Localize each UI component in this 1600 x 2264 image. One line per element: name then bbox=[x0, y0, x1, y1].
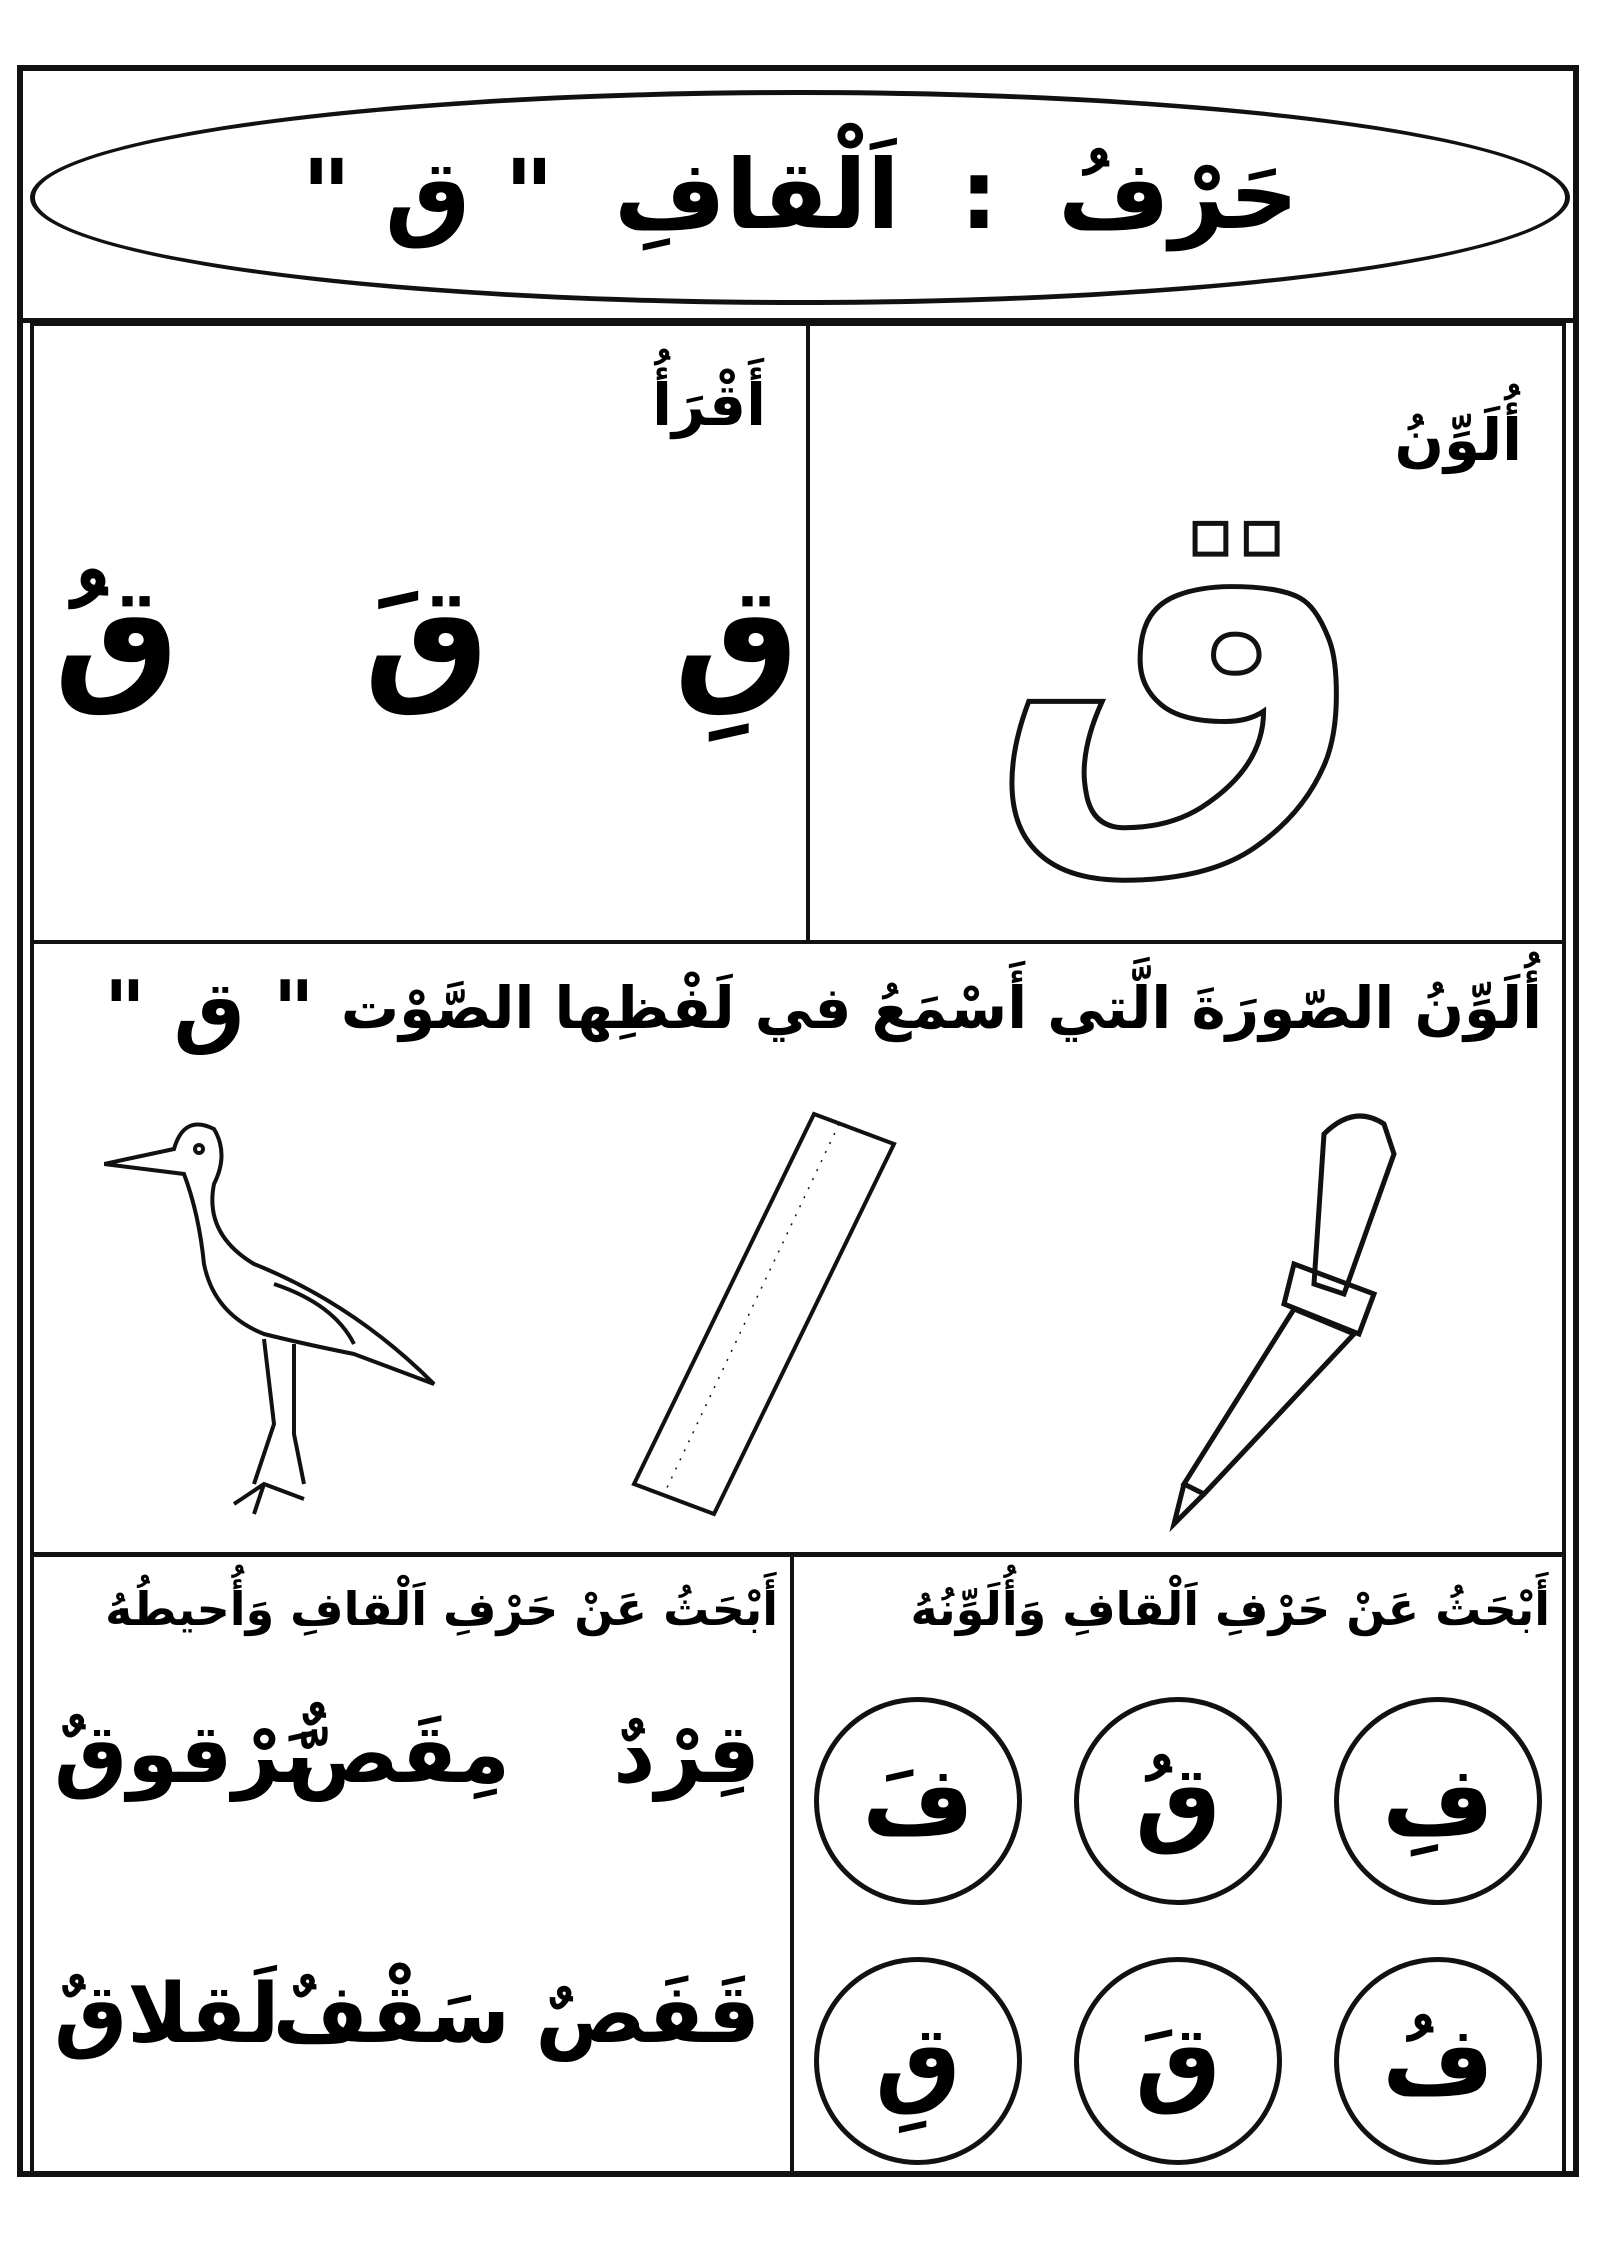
letter-damma: قُ bbox=[54, 556, 180, 719]
word-item[interactable]: قَفَصٌ bbox=[535, 1967, 760, 2062]
circle-section bbox=[790, 1553, 1566, 2177]
letter-circle[interactable]: قَ bbox=[1074, 1957, 1282, 2165]
letter-circle[interactable]: فُ bbox=[1334, 1957, 1542, 2165]
read-section bbox=[30, 322, 810, 944]
title-word: حَرْفُ bbox=[1058, 139, 1299, 251]
letter-fatha: قَ bbox=[364, 556, 490, 719]
title-letter-name: اَلْقافِ bbox=[614, 139, 900, 251]
words-section bbox=[30, 1553, 794, 2177]
stork-picture[interactable] bbox=[104, 1104, 484, 1544]
color-section bbox=[806, 322, 1566, 944]
color-label: أُلَوِّنُ bbox=[1394, 406, 1522, 474]
picture-instruction: أُلَوِّنُ الصّورَةَ الَّتي أَسْمَعُ في لَفْظِها الصَّوْت bbox=[340, 974, 1542, 1042]
pen-picture[interactable] bbox=[1144, 1094, 1464, 1534]
word-item[interactable]: لَقلاقٌ bbox=[54, 1967, 280, 2062]
word-item[interactable]: سَقْفٌ bbox=[272, 1967, 510, 2062]
letter-circle[interactable]: فِ bbox=[1334, 1697, 1542, 1905]
page-title bbox=[0, 120, 1600, 270]
word-item[interactable]: مِقَصٌّ bbox=[288, 1707, 510, 1802]
title-letter: " ق " bbox=[301, 139, 555, 251]
outline-letter-qaf[interactable]: ق bbox=[990, 401, 1366, 890]
picture-section bbox=[30, 940, 1566, 1556]
letter-kasra: قِ bbox=[674, 556, 800, 719]
letter-circle[interactable]: قُ bbox=[1074, 1697, 1282, 1905]
word-item[interactable]: بَرْقوقٌ bbox=[54, 1707, 315, 1802]
word-item[interactable]: قِرْدٌ bbox=[613, 1707, 760, 1802]
ruler-picture[interactable] bbox=[594, 1104, 914, 1524]
read-label: أَقْرَأُ bbox=[652, 371, 766, 439]
words-instruction: أَبْحَثُ عَنْ حَرْفِ اَلْقافِ وَأُحيطُهُ bbox=[105, 1582, 778, 1636]
title-colon: : bbox=[959, 139, 999, 251]
picture-letter: " ق " bbox=[104, 964, 315, 1057]
letter-circle[interactable]: فَ bbox=[814, 1697, 1022, 1905]
circle-instruction: أَبْحَثُ عَنْ حَرْفِ اَلْقافِ وَأُلَوِّنُهُ bbox=[910, 1582, 1550, 1636]
letter-circle[interactable]: قِ bbox=[814, 1957, 1022, 2165]
